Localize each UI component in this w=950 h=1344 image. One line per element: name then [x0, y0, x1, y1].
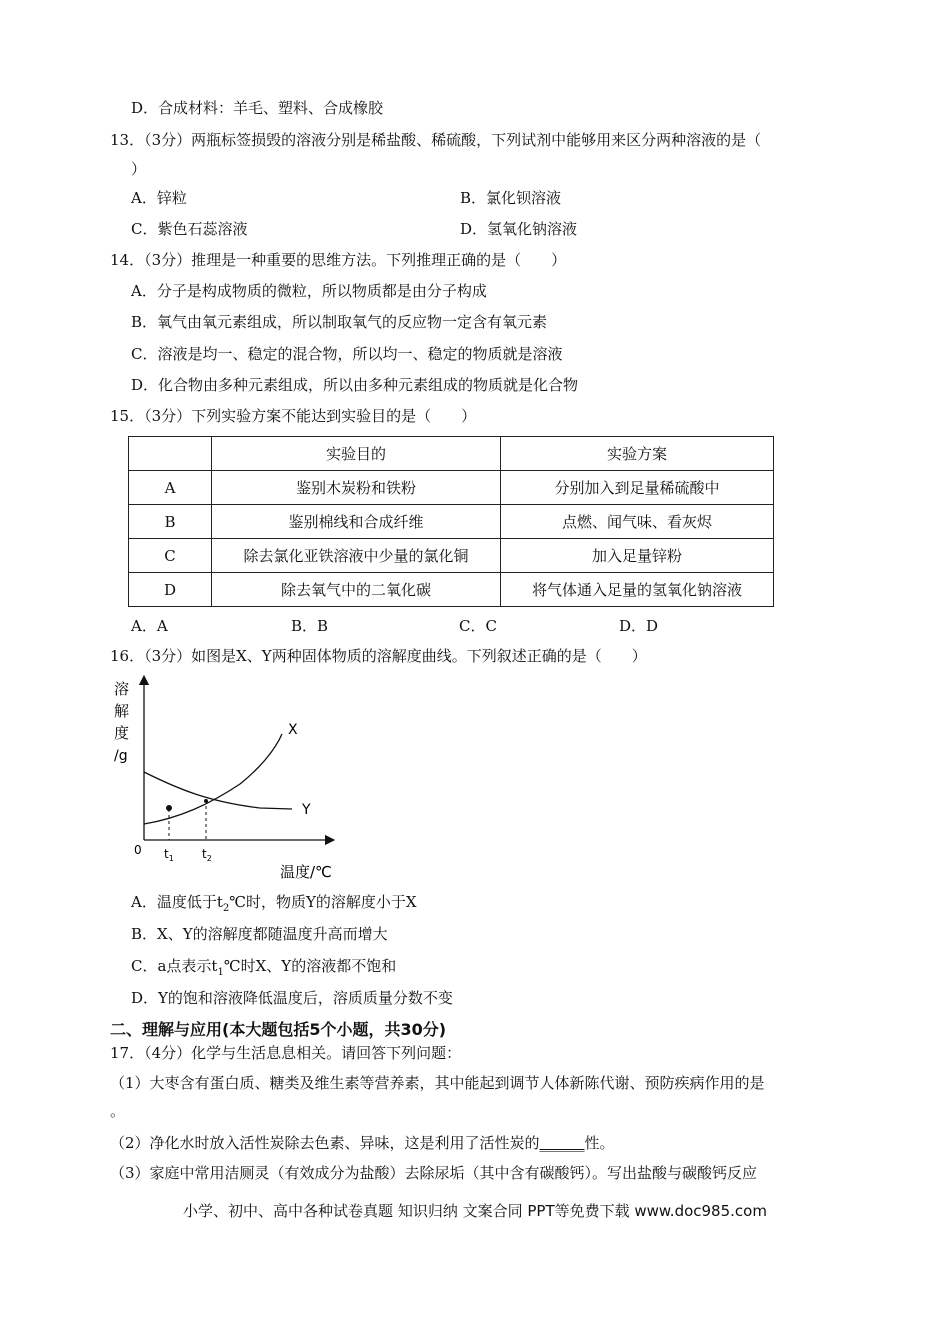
q14-option-b: B．氧气由氧元素组成，所以制取氧气的反应物一定含有氧元素 — [131, 313, 548, 331]
table-header-cell: 实验目的 — [212, 437, 501, 471]
x-axis-label: 温度/℃ — [280, 863, 332, 881]
table-cell: 点燃、闻气味、看灰烬 — [501, 505, 774, 539]
q15-option-d: D．D — [619, 617, 659, 635]
table-header-cell: 实验方案 — [501, 437, 774, 471]
q12-option-d: D．合成材料：羊毛、塑料、合成橡胶 — [131, 99, 384, 117]
table-header-row — [129, 437, 774, 471]
table-cell: 分别加入到足量稀硫酸中 — [501, 471, 774, 505]
table-cell: 鉴别棉线和合成纤维 — [212, 505, 501, 539]
section-heading: 二、理解与应用(本大题包括5个小题，共30分) — [110, 1020, 447, 1039]
q16-option-b: B．X、Y的溶解度都随温度升高而增大 — [131, 925, 388, 943]
q15-option-c: C．C — [459, 617, 497, 635]
table-row — [129, 573, 774, 607]
q13-stem: 13．（3分）两瓶标签损毁的溶液分别是稀盐酸、稀硫酸，下列试剂中能够用来区分两种溶液的是（ — [110, 131, 762, 149]
q16-stem: 16．（3分）如图是X、Y两种固体物质的溶解度曲线。下列叙述正确的是（ ） — [110, 647, 647, 665]
q17-part1-cont: 。 — [110, 1102, 126, 1120]
y-label-4: /g — [114, 748, 128, 764]
origin-label: 0 — [134, 843, 142, 857]
table-header-cell — [129, 437, 212, 471]
table-cell: C — [129, 539, 212, 573]
table-cell: A — [129, 471, 212, 505]
footer-text: 小学、初中、高中各种试卷真题 知识归纳 文案合同 PPT等免费下载 www.doc985.com — [183, 1202, 767, 1220]
table-cell: 除去氯化亚铁溶液中少量的氯化铜 — [212, 539, 501, 573]
q14-option-a: A．分子是构成物质的微粒，所以物质都是由分子构成 — [131, 282, 487, 300]
q17-part3: （3）家庭中常用洁厕灵（有效成分为盐酸）去除尿垢（其中含有碳酸钙）。写出盐酸与碳酸钙反应 — [110, 1164, 758, 1182]
table-cell: B — [129, 505, 212, 539]
table-cell: D — [129, 573, 212, 607]
q15-stem: 15．（3分）下列实验方案不能达到实验目的是（ ） — [110, 407, 477, 425]
y-label-3: 度 — [114, 724, 130, 742]
curve-x-label: X — [288, 722, 298, 738]
q17-part2: （2）净化水时放入活性炭除去色素、异味，这是利用了活性炭的______性。 — [110, 1134, 615, 1152]
y-label-1: 溶 — [114, 680, 130, 698]
intersection-point — [204, 799, 208, 803]
q16-option-c: C．a点表示$t_1℃$时X、Y的溶液都不饱和 — [131, 957, 397, 978]
y-label-2: 解 — [114, 702, 130, 720]
table-cell: 鉴别木炭粉和铁粉 — [212, 471, 501, 505]
table-row — [129, 471, 774, 505]
q16-option-d: D．Y的饱和溶液降低温度后，溶质质量分数不变 — [131, 989, 453, 1007]
curve-y-label: Y — [302, 802, 311, 818]
point-a — [166, 805, 172, 811]
q14-option-c: C．溶液是均一、稳定的混合物，所以均一、稳定的物质就是溶液 — [131, 345, 563, 363]
q15-option-a: A．A — [131, 617, 168, 635]
table-cell: 将气体通入足量的氢氧化钠溶液 — [501, 573, 774, 607]
curve-y — [144, 772, 292, 809]
q14-option-d: D．化合物由多种元素组成，所以由多种元素组成的物质就是化合物 — [131, 376, 579, 394]
q16-option-a: A．温度低于$t_2℃$时，物质Y的溶解度小于X — [131, 893, 417, 914]
q13-option-c: C．紫色石蕊溶液 — [131, 220, 248, 238]
q13-option-d: D．氢氧化钠溶液 — [460, 220, 578, 238]
table-row — [129, 505, 774, 539]
q14-stem: 14．（3分）推理是一种重要的思维方法。下列推理正确的是（ ） — [110, 251, 567, 269]
curve-x — [144, 734, 282, 824]
table-row — [129, 539, 774, 573]
t1-label: $t_1$ — [164, 847, 174, 863]
table-cell: 加入足量锌粉 — [501, 539, 774, 573]
q15-option-b: B．B — [291, 617, 329, 635]
q13-option-a: A．锌粒 — [131, 189, 187, 207]
q13-stem-cont: ） — [131, 160, 147, 178]
q13-option-b: B．氯化钡溶液 — [460, 189, 562, 207]
experiment-table — [128, 436, 774, 607]
solubility-curve-graph — [110, 672, 350, 882]
q17-part1: （1）大枣含有蛋白质、糖类及维生素等营养素，其中能起到调节人体新陈代谢、预防疾病作用的是 — [110, 1074, 765, 1092]
t2-label: $t_2$ — [202, 847, 212, 863]
table-cell: 除去氧气中的二氧化碳 — [212, 573, 501, 607]
q17-stem: 17．（4分）化学与生活息息相关。请回答下列问题： — [110, 1044, 462, 1062]
